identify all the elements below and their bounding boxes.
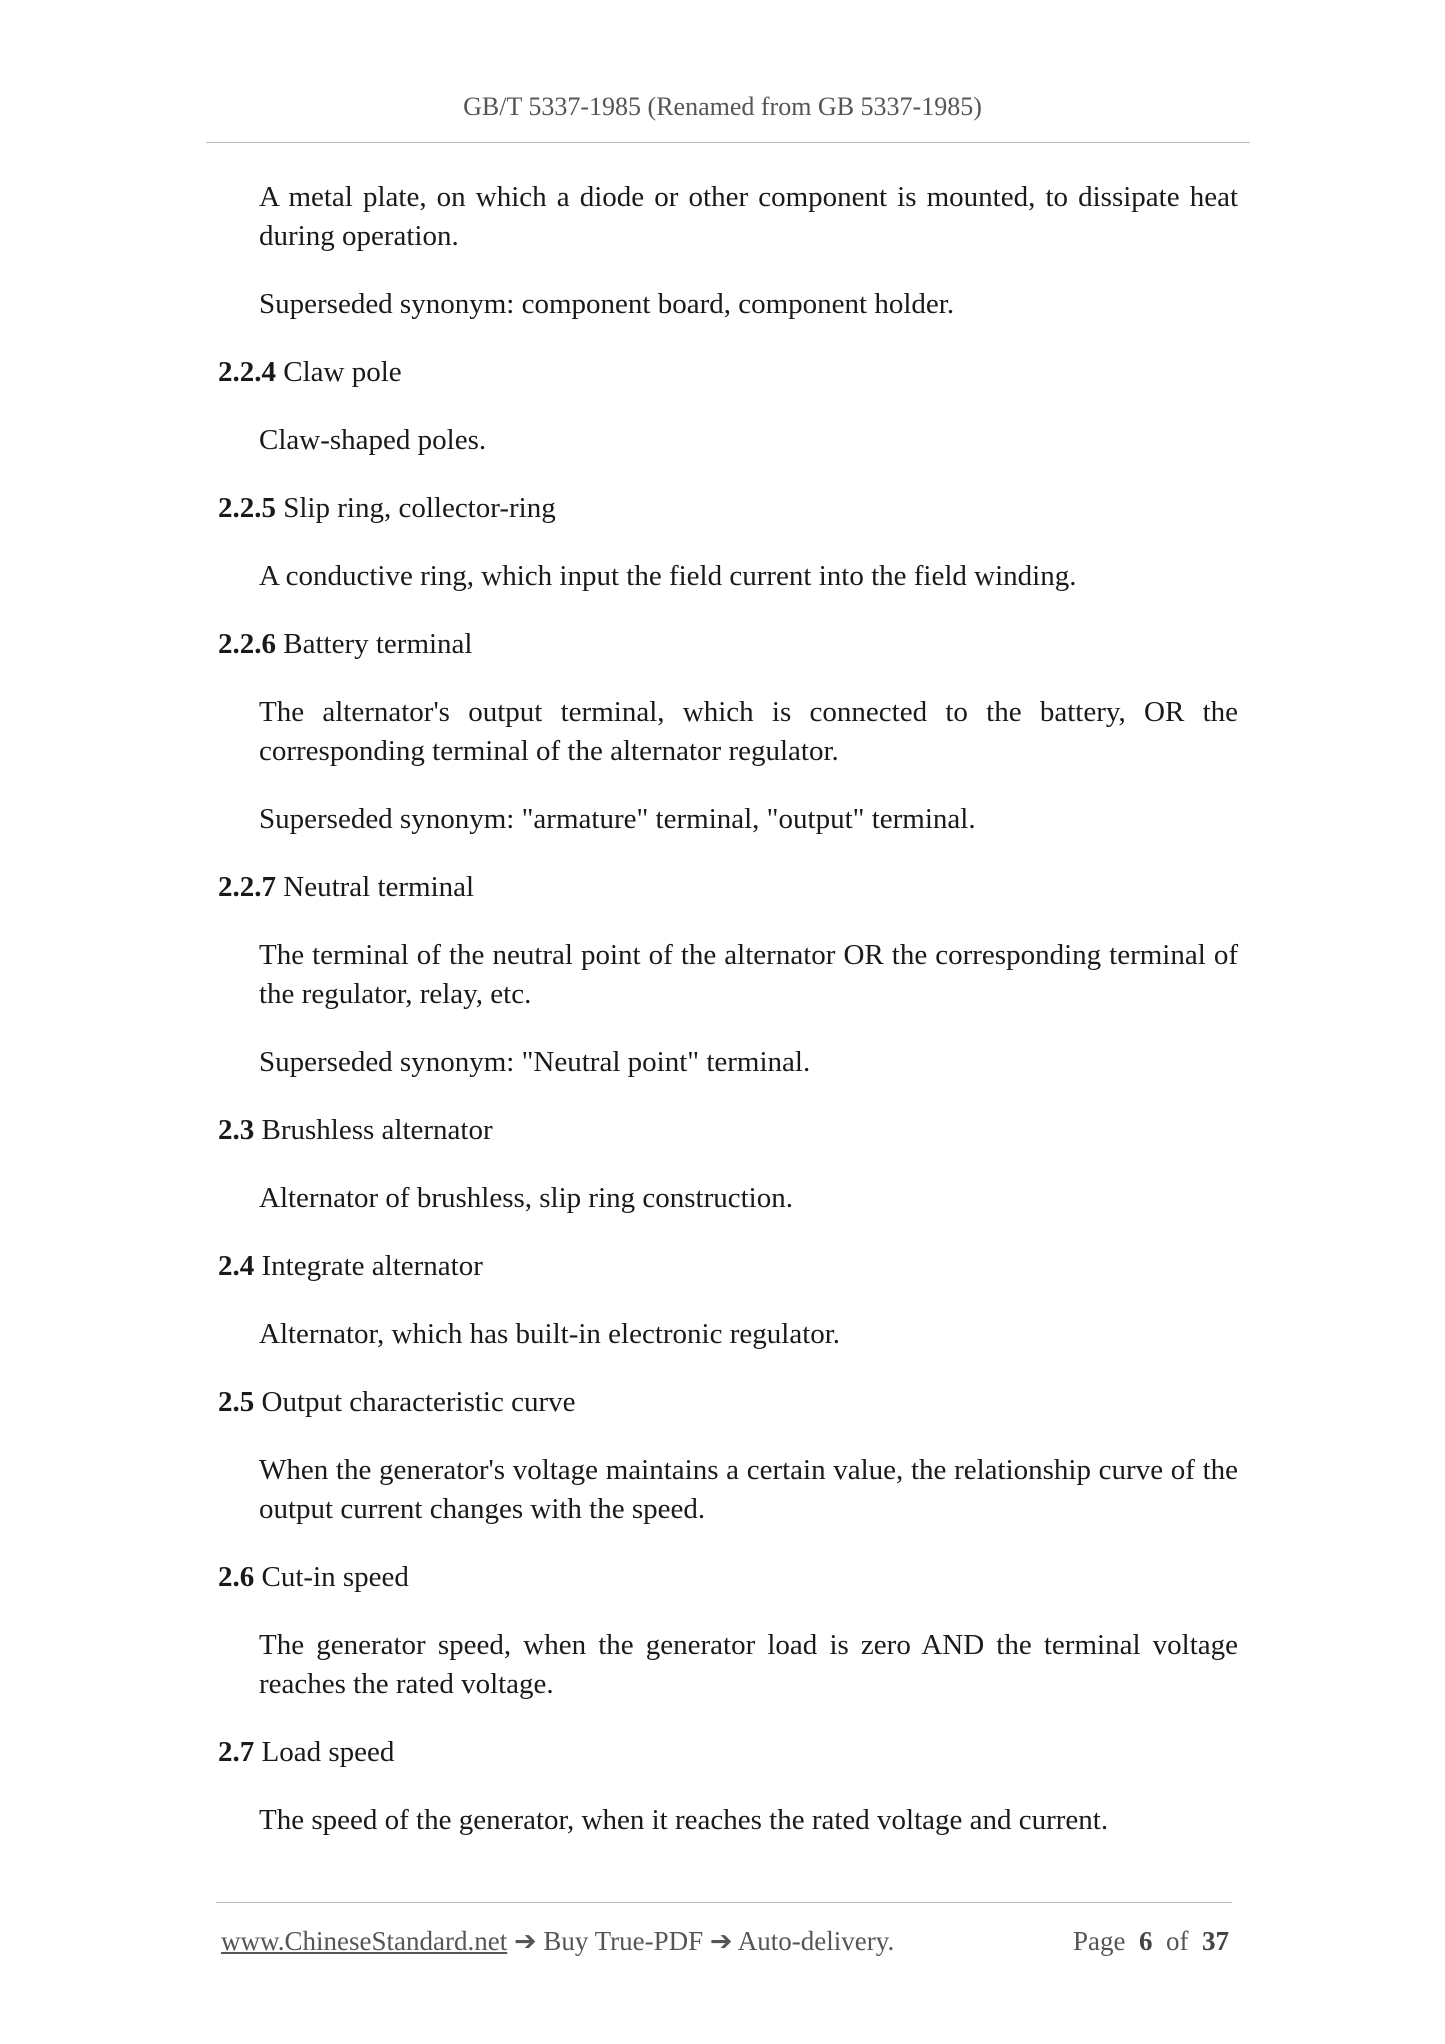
website-link[interactable]: www.ChineseStandard.net	[221, 1926, 508, 1956]
term-heading-2-5	[218, 1383, 1238, 1422]
superseded-synonym: Superseded synonym: "armature" terminal, "output" terminal.	[259, 803, 976, 835]
term-number: 2.4	[218, 1250, 255, 1282]
footer-divider	[216, 1902, 1232, 1903]
term-title: Cut-in speed	[261, 1561, 409, 1593]
page-indicator	[1073, 1923, 1229, 1959]
term-title: Integrate alternator	[261, 1250, 483, 1282]
term-title: Claw pole	[283, 356, 402, 388]
term-heading-2-7	[218, 1733, 1238, 1772]
of-label: of	[1166, 1926, 1189, 1956]
term-heading-2-2-4	[218, 353, 1238, 392]
term-title: Output characteristic curve	[261, 1386, 576, 1418]
definition-paragraph: The speed of the generator, when it reaches the rated voltage and current.	[259, 1804, 1109, 1836]
page-label: Page	[1073, 1926, 1126, 1956]
arrow-right-icon: ➔	[513, 1926, 537, 1956]
term-heading-2-3	[218, 1111, 1238, 1150]
term-title: Battery terminal	[283, 628, 473, 660]
term-title: Slip ring, collector-ring	[283, 492, 556, 524]
page-footer	[221, 1923, 1229, 1959]
definition-paragraph: A metal plate, on which a diode or other component is mounted, to dissipate heat during operation.	[259, 181, 1238, 252]
term-number: 2.6	[218, 1561, 255, 1593]
buy-true-pdf-text: Buy True-PDF	[543, 1926, 704, 1956]
term-heading-2-6	[218, 1558, 1238, 1597]
term-number: 2.7	[218, 1736, 255, 1768]
term-title: Load speed	[261, 1736, 395, 1768]
definition-paragraph: Alternator of brushless, slip ring construction.	[259, 1182, 793, 1214]
definition-paragraph: A conductive ring, which input the field current into the field winding.	[259, 560, 1077, 592]
term-heading-2-4	[218, 1247, 1238, 1286]
term-number: 2.2.7	[218, 871, 276, 903]
term-number: 2.2.4	[218, 356, 276, 388]
term-heading-2-2-7	[218, 868, 1238, 907]
definition-paragraph: Claw-shaped poles.	[259, 424, 487, 456]
term-number: 2.2.5	[218, 492, 276, 524]
definition-paragraph: When the generator's voltage maintains a certain value, the relationship curve of the output current changes with the speed.	[259, 1454, 1238, 1525]
total-pages-number: 37	[1202, 1926, 1229, 1956]
current-page-number: 6	[1139, 1926, 1153, 1956]
definition-paragraph: Alternator, which has built-in electronic regulator.	[259, 1318, 841, 1350]
superseded-synonym: Superseded synonym: "Neutral point" terminal.	[259, 1046, 811, 1078]
arrow-right-icon: ➔	[709, 1926, 733, 1956]
term-title: Brushless alternator	[261, 1114, 493, 1146]
term-heading-2-2-6	[218, 625, 1238, 664]
footer-promo	[221, 1926, 894, 1956]
page-header-title: GB/T 5337-1985 (Renamed from GB 5337-1985)	[463, 92, 982, 121]
term-number: 2.3	[218, 1114, 255, 1146]
term-number: 2.2.6	[218, 628, 276, 660]
header-divider	[206, 142, 1250, 143]
definition-paragraph: The terminal of the neutral point of the alternator OR the corresponding terminal of the regulator, relay, etc.	[259, 939, 1238, 1010]
definition-paragraph: The generator speed, when the generator load is zero AND the terminal voltage reaches the rated voltage.	[259, 1629, 1238, 1700]
term-number: 2.5	[218, 1386, 255, 1418]
superseded-synonym: Superseded synonym: component board, component holder.	[259, 288, 955, 320]
definition-paragraph: The alternator's output terminal, which is connected to the battery, OR the corresponding terminal of the alternator regulator.	[259, 696, 1238, 767]
term-heading-2-2-5	[218, 489, 1238, 528]
auto-delivery-text: Auto-delivery.	[737, 1926, 895, 1956]
document-body	[218, 178, 1238, 1869]
term-title: Neutral terminal	[283, 871, 475, 903]
